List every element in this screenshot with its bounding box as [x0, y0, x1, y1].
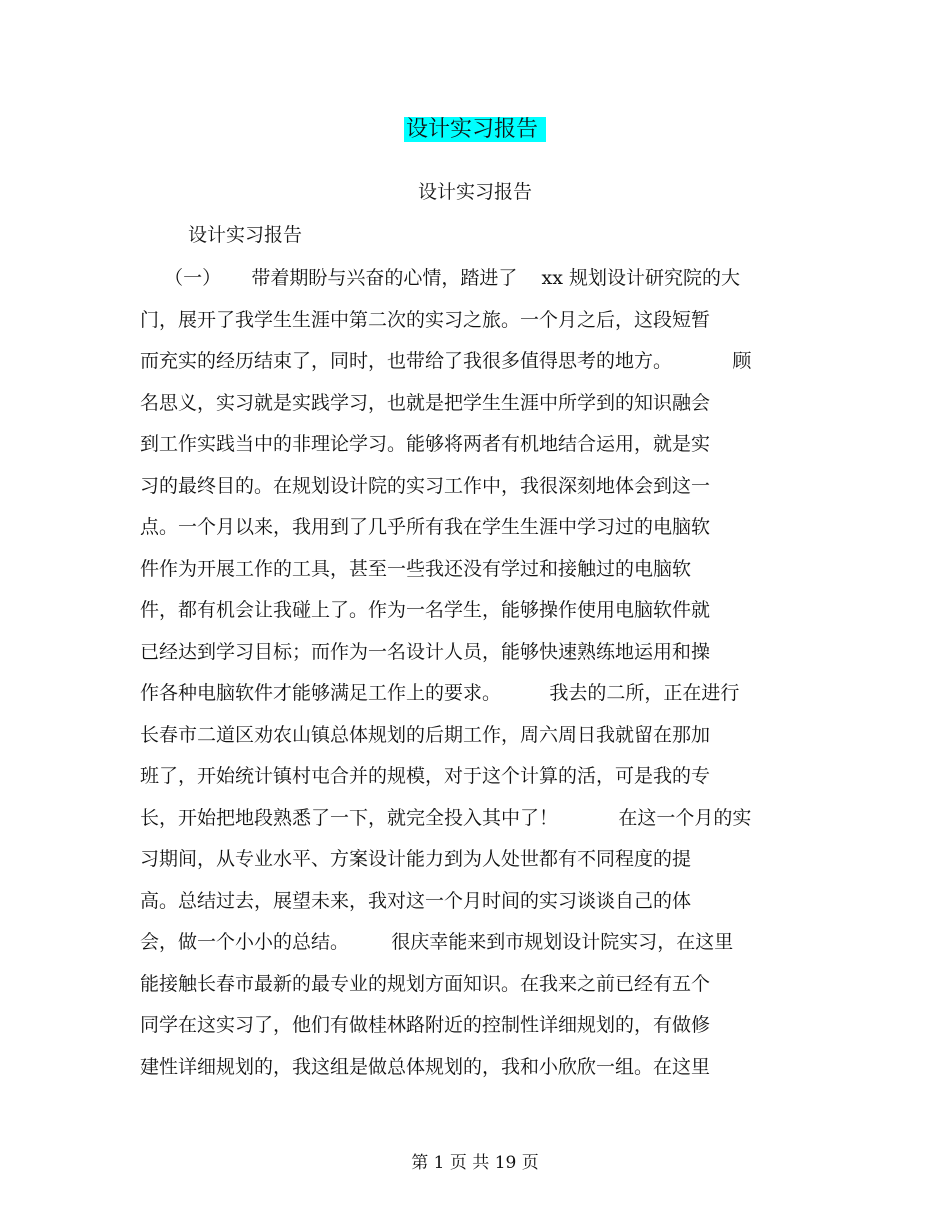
text-line: 长春市二道区劝农山镇总体规划的后期工作，周六周日我就留在那加 [140, 723, 711, 746]
text-line: 已经达到学习目标；而作为一名设计人员，能够快速熟练地运用和操 [140, 640, 711, 663]
text-line: 点。一个月以来，我用到了几乎所有我在学生生涯中学习过的电脑软 [140, 516, 711, 538]
body-text [140, 262, 800, 1092]
text-line: 件，都有机会让我碰上了。作为一名学生，能够操作使用电脑软件就 [140, 599, 711, 621]
text-line: 而充实的经历结束了，同时，也带给了我很多值得思考的地方。 顾 [140, 350, 752, 372]
text-line: 名思义，实习就是实践学习，也就是把学生生涯中所学到的知识融会 [140, 391, 711, 414]
text-line: 班了，开始统计镇村屯合并的规模，对于这个计算的活，可是我的专 [140, 765, 711, 787]
text-line: 长，开始把地段熟悉了一下，就完全投入其中了！ 在这一个月的实 [140, 806, 752, 829]
text-line: 会，做一个小小的总结。 很庆幸能来到市规划设计院实习，在这里 [140, 931, 734, 953]
text-line: 习期间，从专业水平、方案设计能力到为人处世都有不同程度的提 [140, 848, 692, 870]
section-heading: 设计实习报告 [188, 224, 303, 246]
page-number-footer: 第 1 页 共 19 页 [411, 1153, 539, 1173]
text-line: 习的最终目的。在规划设计院的实习工作中，我很深刻地体会到这一 [140, 474, 711, 497]
text-line: （一） 带着期盼与兴奋的心情，踏进了 xx 规划设计研究院的大 [140, 267, 740, 289]
document-title-text: 设计实习报告 [404, 117, 546, 142]
document-title [0, 114, 950, 146]
text-line: 作各种电脑软件才能够满足工作上的要求。 我去的二所，正在进行 [140, 682, 740, 704]
text-line: 高。总结过去，展望未来，我对这一个月时间的实习谈谈自己的体 [140, 889, 692, 912]
text-line: 件作为开展工作的工具，甚至一些我还没有学过和接触过的电脑软 [140, 557, 692, 580]
text-line: 建性详细规划的，我这组是做总体规划的，我和小欣欣一组。在这里 [140, 1055, 711, 1078]
text-line: 同学在这实习了，他们有做桂林路附近的控制性详细规划的，有做修 [140, 1014, 711, 1036]
text-line: 到工作实践当中的非理论学习。能够将两者有机地结合运用，就是实 [140, 433, 711, 455]
document-subtitle: 设计实习报告 [417, 181, 532, 203]
text-line: 门，展开了我学生生涯中第二次的实习之旅。一个月之后，这段短暂 [140, 308, 711, 331]
text-line: 能接触长春市最新的最专业的规划方面知识。在我来之前已经有五个 [140, 972, 711, 995]
